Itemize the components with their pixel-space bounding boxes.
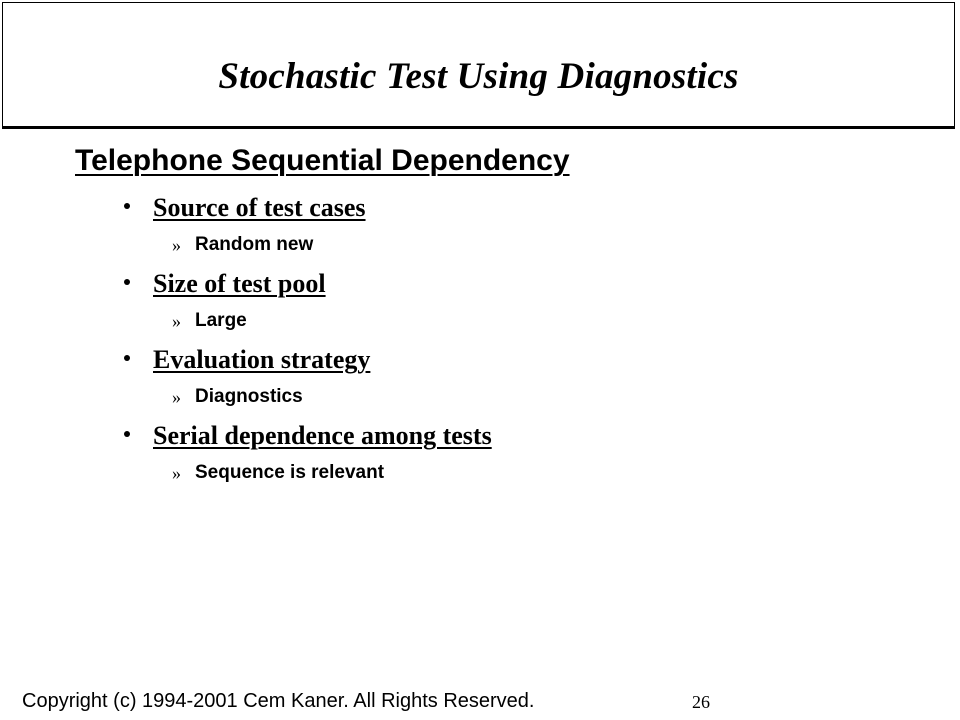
sub-bullet-marker: » — [172, 387, 181, 407]
bullet-dot-icon — [124, 431, 130, 437]
section-heading: Telephone Sequential Dependency — [75, 144, 570, 177]
copyright-footer: Copyright (c) 1994-2001 Cem Kaner. All Rights Reserved. — [22, 690, 535, 712]
bullet-item-evaluation — [120, 342, 920, 418]
bullet-list — [120, 190, 920, 494]
bullet-label: Evaluation strategy — [153, 345, 371, 374]
bullet-label: Source of test cases — [153, 193, 366, 222]
bullet-row — [120, 266, 920, 306]
bullet-row — [120, 418, 920, 458]
sub-bullet-marker: » — [172, 311, 181, 331]
bullet-dot-icon — [124, 355, 130, 361]
bullet-item-source — [120, 190, 920, 266]
bullet-item-serial — [120, 418, 920, 494]
sub-bullet-label: Large — [195, 310, 247, 331]
sub-bullet-label: Sequence is relevant — [195, 462, 385, 483]
sub-bullet-label: Diagnostics — [195, 386, 303, 407]
sub-bullet-row — [120, 306, 920, 342]
bullet-row — [120, 190, 920, 230]
bullet-dot-icon — [124, 203, 130, 209]
title-box — [2, 2, 955, 129]
sub-bullet-row — [120, 230, 920, 266]
bullet-label: Serial dependence among tests — [153, 421, 492, 450]
page-number: 26 — [692, 692, 710, 712]
sub-bullet-row — [120, 382, 920, 418]
sub-bullet-marker: » — [172, 235, 181, 255]
sub-bullet-label: Random new — [195, 234, 314, 255]
slide-title: Stochastic Test Using Diagnostics — [218, 56, 739, 97]
bullet-dot-icon — [124, 279, 130, 285]
bullet-item-size — [120, 266, 920, 342]
sub-bullet-marker: » — [172, 463, 181, 483]
bullet-row — [120, 342, 920, 382]
bullet-label: Size of test pool — [153, 269, 326, 298]
sub-bullet-row — [120, 458, 920, 494]
